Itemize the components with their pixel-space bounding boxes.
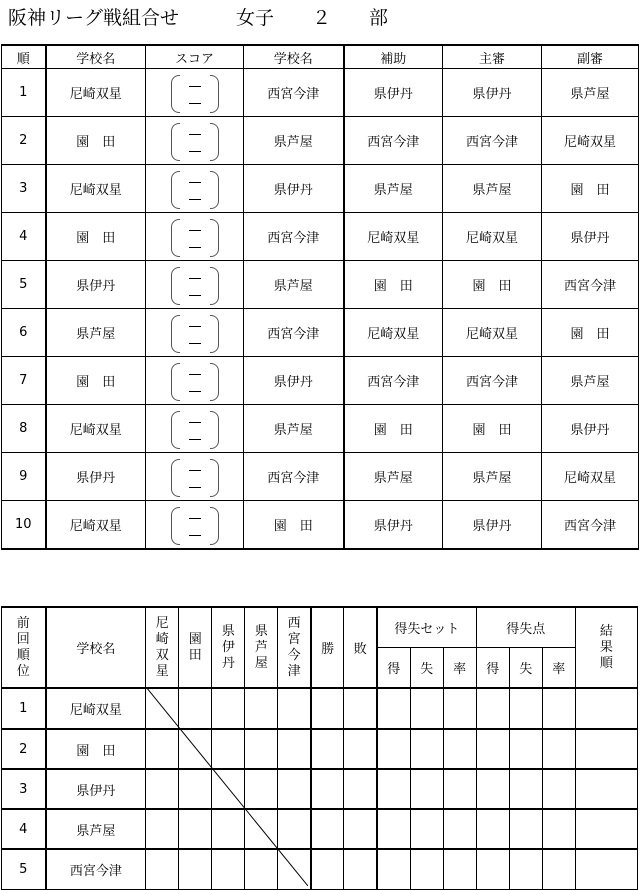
referee: 尼崎双星 bbox=[443, 309, 542, 357]
losses-cell[interactable] bbox=[344, 729, 377, 769]
header-opp-1: 園 田 bbox=[179, 607, 212, 688]
sub-referee: 県芦屋 bbox=[542, 69, 639, 117]
school-a: 県伊丹 bbox=[46, 453, 146, 501]
set-rate-cell[interactable] bbox=[443, 729, 476, 769]
point-loss-cell[interactable] bbox=[509, 688, 542, 729]
result-vs-cell[interactable] bbox=[146, 769, 179, 809]
losses-cell[interactable] bbox=[344, 809, 377, 849]
referee: 西宮今津 bbox=[443, 117, 542, 165]
result-vs-cell[interactable] bbox=[179, 688, 212, 729]
set-loss-cell[interactable] bbox=[410, 849, 443, 889]
referee: 県伊丹 bbox=[443, 69, 542, 117]
school-name: 県芦屋 bbox=[46, 809, 146, 849]
match-number: 8 bbox=[2, 405, 46, 453]
header-set-group: 得失セット bbox=[377, 607, 476, 647]
result-vs-cell[interactable] bbox=[179, 729, 212, 769]
wins-cell[interactable] bbox=[311, 809, 344, 849]
point-gain-cell[interactable] bbox=[476, 769, 509, 809]
point-rate-cell[interactable] bbox=[542, 849, 575, 889]
header-point-loss: 失 bbox=[509, 647, 542, 688]
header-school-a: 学校名 bbox=[46, 45, 146, 69]
school-a: 県伊丹 bbox=[46, 261, 146, 309]
result-vs-cell[interactable] bbox=[146, 688, 179, 729]
match-number: 9 bbox=[2, 453, 46, 501]
referee: 西宮今津 bbox=[443, 357, 542, 405]
school-a: 尼崎双星 bbox=[46, 165, 146, 213]
referee: 県芦屋 bbox=[443, 165, 542, 213]
school-b: 県伊丹 bbox=[244, 165, 344, 213]
score-bracket bbox=[167, 169, 223, 209]
match-number: 3 bbox=[2, 165, 46, 213]
result-vs-cell[interactable] bbox=[212, 729, 245, 769]
set-rate-cell[interactable] bbox=[443, 688, 476, 729]
point-gain-cell[interactable] bbox=[476, 849, 509, 889]
point-rate-cell[interactable] bbox=[542, 688, 575, 729]
prev-rank: 1 bbox=[2, 688, 46, 729]
match-number: 1 bbox=[2, 69, 46, 117]
schedule-row bbox=[2, 453, 639, 501]
score-cell bbox=[146, 213, 244, 261]
point-loss-cell[interactable] bbox=[509, 809, 542, 849]
result-vs-cell[interactable] bbox=[212, 688, 245, 729]
set-gain-cell[interactable] bbox=[377, 769, 410, 809]
assistant: 県芦屋 bbox=[344, 453, 443, 501]
result-vs-cell[interactable] bbox=[146, 849, 179, 889]
score-cell bbox=[146, 69, 244, 117]
page-title: 阪神リーグ戦組合せ 女子 ２ 部 bbox=[8, 7, 389, 29]
schedule-row bbox=[2, 165, 639, 213]
point-loss-cell[interactable] bbox=[509, 729, 542, 769]
score-bracket bbox=[167, 313, 223, 353]
standings-row bbox=[2, 809, 638, 849]
school-a: 園 田 bbox=[46, 213, 146, 261]
result-vs-cell[interactable] bbox=[179, 769, 212, 809]
score-bracket bbox=[167, 121, 223, 161]
sub-referee: 県伊丹 bbox=[542, 213, 639, 261]
sub-referee: 県芦屋 bbox=[542, 357, 639, 405]
school-b: 西宮今津 bbox=[244, 453, 344, 501]
set-gain-cell[interactable] bbox=[377, 809, 410, 849]
referee: 県伊丹 bbox=[443, 501, 542, 550]
score-bracket bbox=[167, 505, 223, 545]
score-cell bbox=[146, 453, 244, 501]
sub-referee: 尼崎双星 bbox=[542, 117, 639, 165]
score-bracket bbox=[167, 409, 223, 449]
school-a: 園 田 bbox=[46, 357, 146, 405]
point-gain-cell[interactable] bbox=[476, 729, 509, 769]
header-opp-4: 西 宮 今 津 bbox=[278, 607, 311, 688]
school-a: 尼崎双星 bbox=[46, 405, 146, 453]
score-cell bbox=[146, 309, 244, 357]
losses-cell[interactable] bbox=[344, 688, 377, 729]
prev-rank: 2 bbox=[2, 729, 46, 769]
header-score: スコア bbox=[146, 45, 244, 69]
assistant: 県芦屋 bbox=[344, 165, 443, 213]
standings-row bbox=[2, 729, 638, 769]
school-name: 西宮今津 bbox=[46, 849, 146, 889]
header-prev-rank: 前 回 順 位 bbox=[2, 607, 46, 688]
set-loss-cell[interactable] bbox=[410, 809, 443, 849]
assistant: 園 田 bbox=[344, 261, 443, 309]
prev-rank: 4 bbox=[2, 809, 46, 849]
result-vs-cell[interactable] bbox=[212, 849, 245, 889]
match-number: 2 bbox=[2, 117, 46, 165]
standings-row bbox=[2, 849, 638, 889]
school-name: 園 田 bbox=[46, 729, 146, 769]
losses-cell[interactable] bbox=[344, 769, 377, 809]
schedule-row bbox=[2, 69, 639, 117]
assistant: 西宮今津 bbox=[344, 357, 443, 405]
result-vs-cell[interactable] bbox=[245, 688, 278, 729]
header-point-group: 得失点 bbox=[476, 607, 575, 647]
referee: 園 田 bbox=[443, 405, 542, 453]
result-vs-cell[interactable] bbox=[278, 729, 311, 769]
match-number: 10 bbox=[2, 501, 46, 550]
prev-rank: 5 bbox=[2, 849, 46, 889]
wins-cell[interactable] bbox=[311, 849, 344, 889]
assistant: 園 田 bbox=[344, 405, 443, 453]
sub-referee: 西宮今津 bbox=[542, 261, 639, 309]
result-vs-cell[interactable] bbox=[245, 769, 278, 809]
school-a: 園 田 bbox=[46, 117, 146, 165]
header-set-rate: 率 bbox=[443, 647, 476, 688]
score-cell bbox=[146, 165, 244, 213]
standings-row bbox=[2, 688, 638, 729]
result-vs-cell[interactable] bbox=[212, 769, 245, 809]
referee: 尼崎双星 bbox=[443, 213, 542, 261]
score-bracket bbox=[167, 265, 223, 305]
result-vs-cell[interactable] bbox=[146, 729, 179, 769]
header-school: 学校名 bbox=[46, 607, 146, 688]
point-rate-cell[interactable] bbox=[542, 769, 575, 809]
standings-table bbox=[1, 606, 638, 890]
schedule-row bbox=[2, 117, 639, 165]
result-vs-cell[interactable] bbox=[179, 809, 212, 849]
wins-cell[interactable] bbox=[311, 688, 344, 729]
result-vs-cell[interactable] bbox=[146, 809, 179, 849]
point-gain-cell[interactable] bbox=[476, 809, 509, 849]
school-b: 園 田 bbox=[244, 501, 344, 550]
final-rank-cell[interactable] bbox=[575, 809, 637, 849]
set-gain-cell[interactable] bbox=[377, 688, 410, 729]
header-opp-3: 県 芦 屋 bbox=[245, 607, 278, 688]
point-rate-cell[interactable] bbox=[542, 809, 575, 849]
losses-cell[interactable] bbox=[344, 849, 377, 889]
prev-rank: 3 bbox=[2, 769, 46, 809]
header-loss: 敗 bbox=[344, 607, 377, 688]
sub-referee: 園 田 bbox=[542, 309, 639, 357]
result-vs-cell[interactable] bbox=[245, 809, 278, 849]
set-gain-cell[interactable] bbox=[377, 849, 410, 889]
result-vs-cell[interactable] bbox=[278, 688, 311, 729]
school-b: 西宮今津 bbox=[244, 69, 344, 117]
header-point-gain: 得 bbox=[476, 647, 509, 688]
assistant: 県伊丹 bbox=[344, 69, 443, 117]
result-vs-cell[interactable] bbox=[278, 849, 311, 889]
school-a: 尼崎双星 bbox=[46, 501, 146, 550]
school-b: 県芦屋 bbox=[244, 405, 344, 453]
assistant: 西宮今津 bbox=[344, 117, 443, 165]
school-name: 尼崎双星 bbox=[46, 688, 146, 729]
referee: 園 田 bbox=[443, 261, 542, 309]
header-opp-2: 県 伊 丹 bbox=[212, 607, 245, 688]
score-bracket bbox=[167, 73, 223, 113]
set-gain-cell[interactable] bbox=[377, 729, 410, 769]
match-number: 4 bbox=[2, 213, 46, 261]
schedule-row bbox=[2, 213, 639, 261]
set-rate-cell[interactable] bbox=[443, 769, 476, 809]
point-gain-cell[interactable] bbox=[476, 688, 509, 729]
school-a: 尼崎双星 bbox=[46, 69, 146, 117]
point-loss-cell[interactable] bbox=[509, 769, 542, 809]
school-b: 県芦屋 bbox=[244, 117, 344, 165]
standings-row bbox=[2, 769, 638, 809]
point-rate-cell[interactable] bbox=[542, 729, 575, 769]
final-rank-cell[interactable] bbox=[575, 849, 637, 889]
header-set-loss: 失 bbox=[410, 647, 443, 688]
score-cell bbox=[146, 261, 244, 309]
match-number: 7 bbox=[2, 357, 46, 405]
school-b: 西宮今津 bbox=[244, 213, 344, 261]
result-vs-cell[interactable] bbox=[212, 809, 245, 849]
header-assistant: 補助 bbox=[344, 45, 443, 69]
header-sub-referee: 副審 bbox=[542, 45, 639, 69]
final-rank-cell[interactable] bbox=[575, 688, 637, 729]
referee: 県芦屋 bbox=[443, 453, 542, 501]
school-b: 県伊丹 bbox=[244, 357, 344, 405]
score-bracket bbox=[167, 361, 223, 401]
schedule-row bbox=[2, 261, 639, 309]
schedule-table bbox=[1, 44, 639, 550]
sub-referee: 県伊丹 bbox=[542, 405, 639, 453]
result-vs-cell[interactable] bbox=[278, 769, 311, 809]
header-result: 結 果 順 bbox=[575, 607, 637, 688]
header-order: 順 bbox=[2, 45, 46, 69]
school-b: 西宮今津 bbox=[244, 309, 344, 357]
score-cell bbox=[146, 357, 244, 405]
result-vs-cell[interactable] bbox=[179, 849, 212, 889]
school-name: 県伊丹 bbox=[46, 769, 146, 809]
result-vs-cell[interactable] bbox=[278, 809, 311, 849]
set-loss-cell[interactable] bbox=[410, 688, 443, 729]
set-rate-cell[interactable] bbox=[443, 809, 476, 849]
schedule-row bbox=[2, 405, 639, 453]
point-loss-cell[interactable] bbox=[509, 849, 542, 889]
result-vs-cell[interactable] bbox=[245, 729, 278, 769]
school-a: 県芦屋 bbox=[46, 309, 146, 357]
match-number: 5 bbox=[2, 261, 46, 309]
score-cell bbox=[146, 405, 244, 453]
score-cell bbox=[146, 117, 244, 165]
schedule-row bbox=[2, 309, 639, 357]
assistant: 県伊丹 bbox=[344, 501, 443, 550]
result-vs-cell[interactable] bbox=[245, 849, 278, 889]
score-bracket bbox=[167, 217, 223, 257]
header-point-rate: 率 bbox=[542, 647, 575, 688]
header-school-b: 学校名 bbox=[244, 45, 344, 69]
final-rank-cell[interactable] bbox=[575, 729, 637, 769]
score-bracket bbox=[167, 457, 223, 497]
header-referee: 主審 bbox=[443, 45, 542, 69]
sub-referee: 尼崎双星 bbox=[542, 453, 639, 501]
header-opp-0: 尼 崎 双 星 bbox=[146, 607, 179, 688]
header-set-gain: 得 bbox=[377, 647, 410, 688]
sub-referee: 園 田 bbox=[542, 165, 639, 213]
final-rank-cell[interactable] bbox=[575, 769, 637, 809]
schedule-row bbox=[2, 501, 639, 550]
school-b: 県芦屋 bbox=[244, 261, 344, 309]
header-win: 勝 bbox=[311, 607, 344, 688]
schedule-row bbox=[2, 357, 639, 405]
set-loss-cell[interactable] bbox=[410, 729, 443, 769]
assistant: 尼崎双星 bbox=[344, 213, 443, 261]
wins-cell[interactable] bbox=[311, 769, 344, 809]
sub-referee: 西宮今津 bbox=[542, 501, 639, 550]
wins-cell[interactable] bbox=[311, 729, 344, 769]
assistant: 尼崎双星 bbox=[344, 309, 443, 357]
match-number: 6 bbox=[2, 309, 46, 357]
score-cell bbox=[146, 501, 244, 550]
set-loss-cell[interactable] bbox=[410, 769, 443, 809]
set-rate-cell[interactable] bbox=[443, 849, 476, 889]
